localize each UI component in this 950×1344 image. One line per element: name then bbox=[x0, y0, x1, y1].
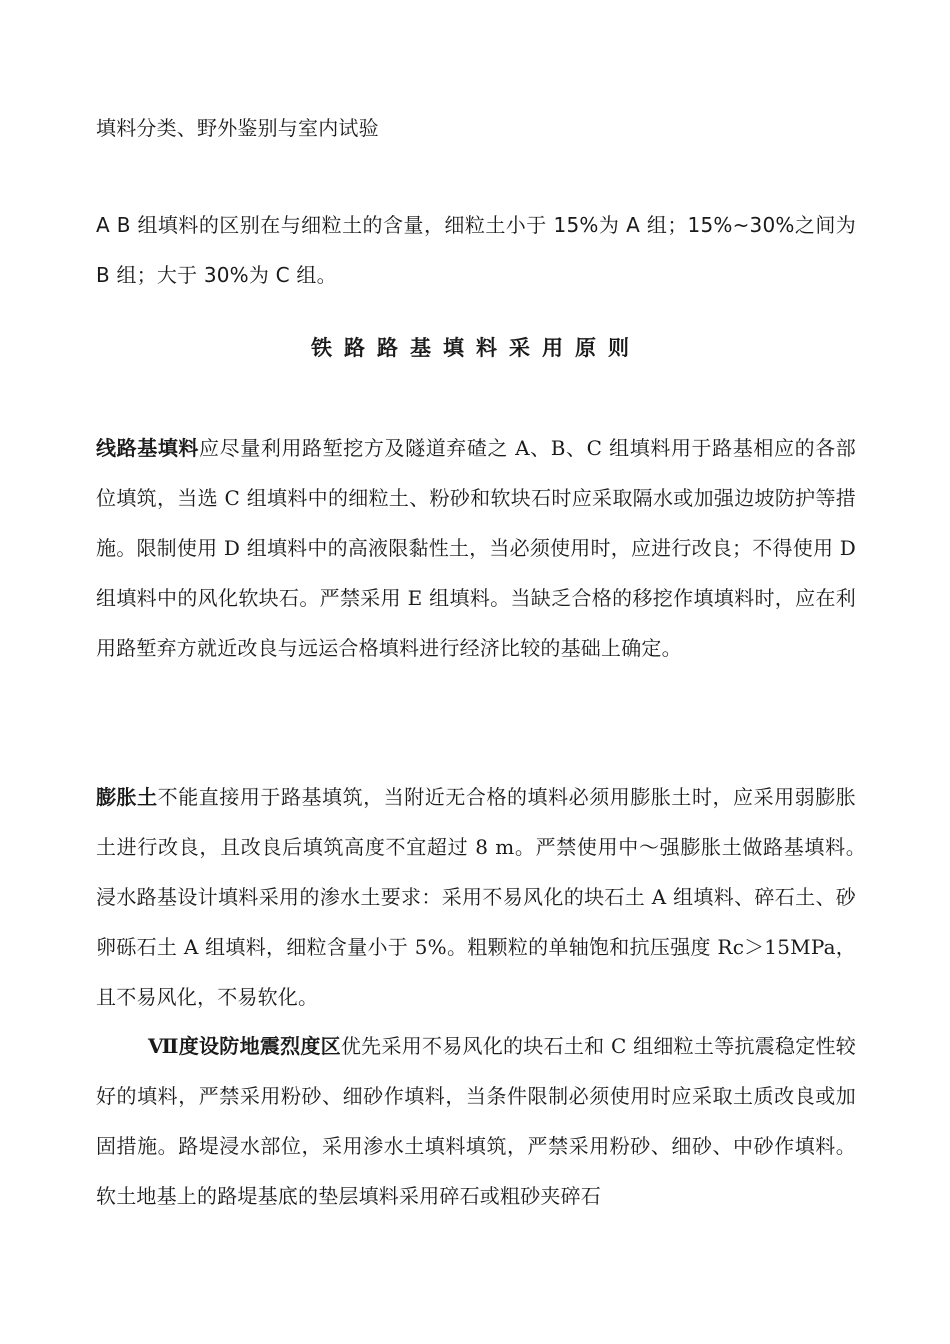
ab-group-paragraph: A B 组填料的区别在与细粒土的含量，细粒土小于 15%为 A 组；15%~30%之间为 B 组；大于 30%为 C 组。 bbox=[96, 213, 856, 287]
section-title: 铁路路基填料采用原则 bbox=[311, 335, 641, 360]
line-subgrade-paragraph bbox=[96, 423, 856, 673]
seismic-paragraph bbox=[96, 1021, 856, 1221]
line-subgrade-label: 线路基填料 bbox=[96, 436, 200, 460]
seismic-label: Ⅶ度设防地震烈度区 bbox=[148, 1034, 341, 1058]
expansive-soil-label: 膨胀土 bbox=[96, 785, 158, 809]
seismic-text: 优先采用不易风化的块石土和 C 组细粒土等抗震稳定性较好的填料，严禁采用粉砂、细砂作填料，当条件限制必须使用时应采取土质改良或加固措施。路堤浸水部位，采用渗水土填料填筑，严禁采用粉砂、细砂、中砂作填料。软土地基上的路堤基底的垫层填料采用碎石或粗砂夹碎石 bbox=[96, 1034, 856, 1208]
expansive-soil-paragraph bbox=[96, 772, 877, 1022]
expansive-soil-text: 不能直接用于路基填筑，当附近无合格的填料必须用膨胀土时，应采用弱膨胀土进行改良，且改良后填筑高度不宜超过 8 m。严禁使用中～强膨胀土做路基填料。 浸水路基设计填料采用的渗水土要求：采用不易风化的块石土 A 组填料、碎石土、砂卵砾石土 A 组填料，细粒含量小于 5%。粗颗粒的单轴饱和抗压强度 Rc＞15MPa，且不易风化，不易软化。 bbox=[96, 785, 877, 1009]
document-heading: 填料分类、野外鉴别与室内试验 bbox=[96, 116, 379, 140]
line-subgrade-text: 应尽量利用路堑挖方及隧道弃碴之 A、B、C 组填料用于路基相应的各部位填筑，当选 C 组填料中的细粒土、粉砂和软块石时应采取隔水或加强边坡防护等措施。限制使用 D 组填料中的高液限黏性土，当必须使用时，应进行改良；不得使用 D 组填料中的风化软块石。严禁采用 E 组填料。当缺乏合格的移挖作填填料时，应在利用路堑弃方就近改良与远运合格填料进行经济比较的基础上确定。 bbox=[96, 436, 856, 660]
